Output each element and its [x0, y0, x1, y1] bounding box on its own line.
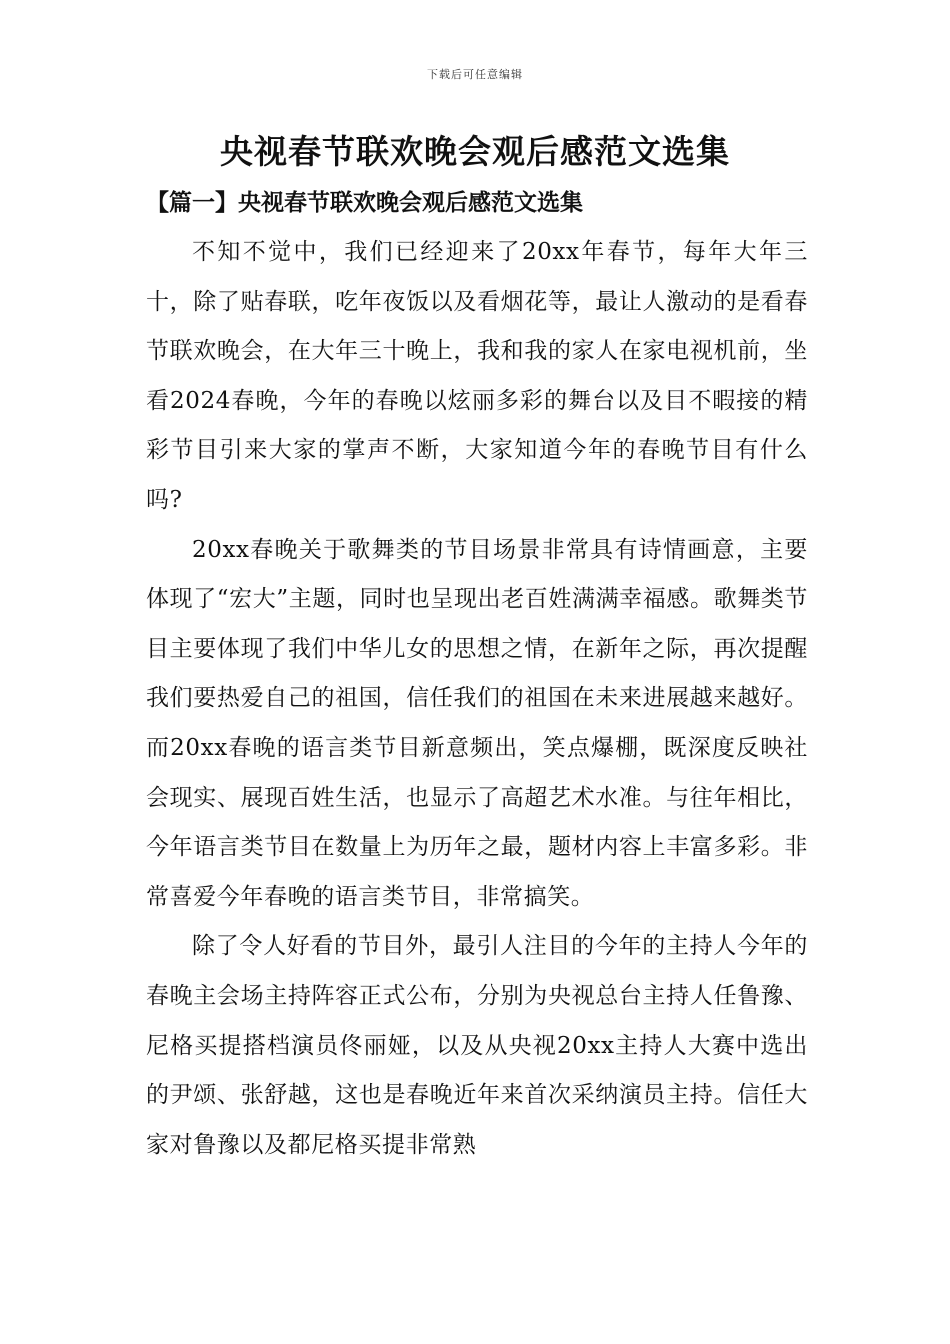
paragraph-3: 除了令人好看的节目外，最引人注目的今年的主持人今年的春晚主会场主持阵容正式公布，分别为央视总台主持人任鲁豫、尼格买提搭档演员佟丽娅，以及从央视20xx主持人大赛中选出的尹颂、张舒越，这也是春晚近年来首次采纳演员主持。信任大家对鲁豫以及都尼格买提非常熟 — [146, 933, 808, 1158]
paragraph-2: 20xx春晚关于歌舞类的节目场景非常具有诗情画意，主要体现了“宏大”主题，同时也呈现出老百姓满满幸福感。歌舞类节目主要体现了我们中华儿女的思想之情，在新年之际，再次提醒我们要热爱自己的祖国，信任我们的祖国在未来进展越来越好。而20xx春晚的语言类节目新意频出，笑点爆棚，既深度反映社会现实、展现百姓生活，也显示了高超艺术水准。与往年相比，今年语言类节目在数量上为历年之最，题材内容上丰富多彩。非常喜爱今年春晚的语言类节目，非常搞笑。 — [146, 536, 808, 910]
section-heading: 【篇一】央视春节联欢晚会观后感范文选集 — [146, 189, 583, 216]
paragraph-1: 不知不觉中，我们已经迎来了20xx年春节，每年大年三十，除了贴春联，吃年夜饭以及看烟花等，最让人激动的是看春节联欢晚会，在大年三十晚上，我和我的家人在家电视机前，坐看2024春晚，今年的春晚以炫丽多彩的舞台以及目不暇接的精彩节目引来大家的掌声不断，大家知道今年的春晚节目有什么吗? — [146, 239, 808, 513]
body-text — [146, 228, 808, 1170]
header-note: 下载后可任意编辑 — [427, 68, 523, 81]
document-title: 央视春节联欢晚会观后感范文选集 — [220, 132, 730, 171]
